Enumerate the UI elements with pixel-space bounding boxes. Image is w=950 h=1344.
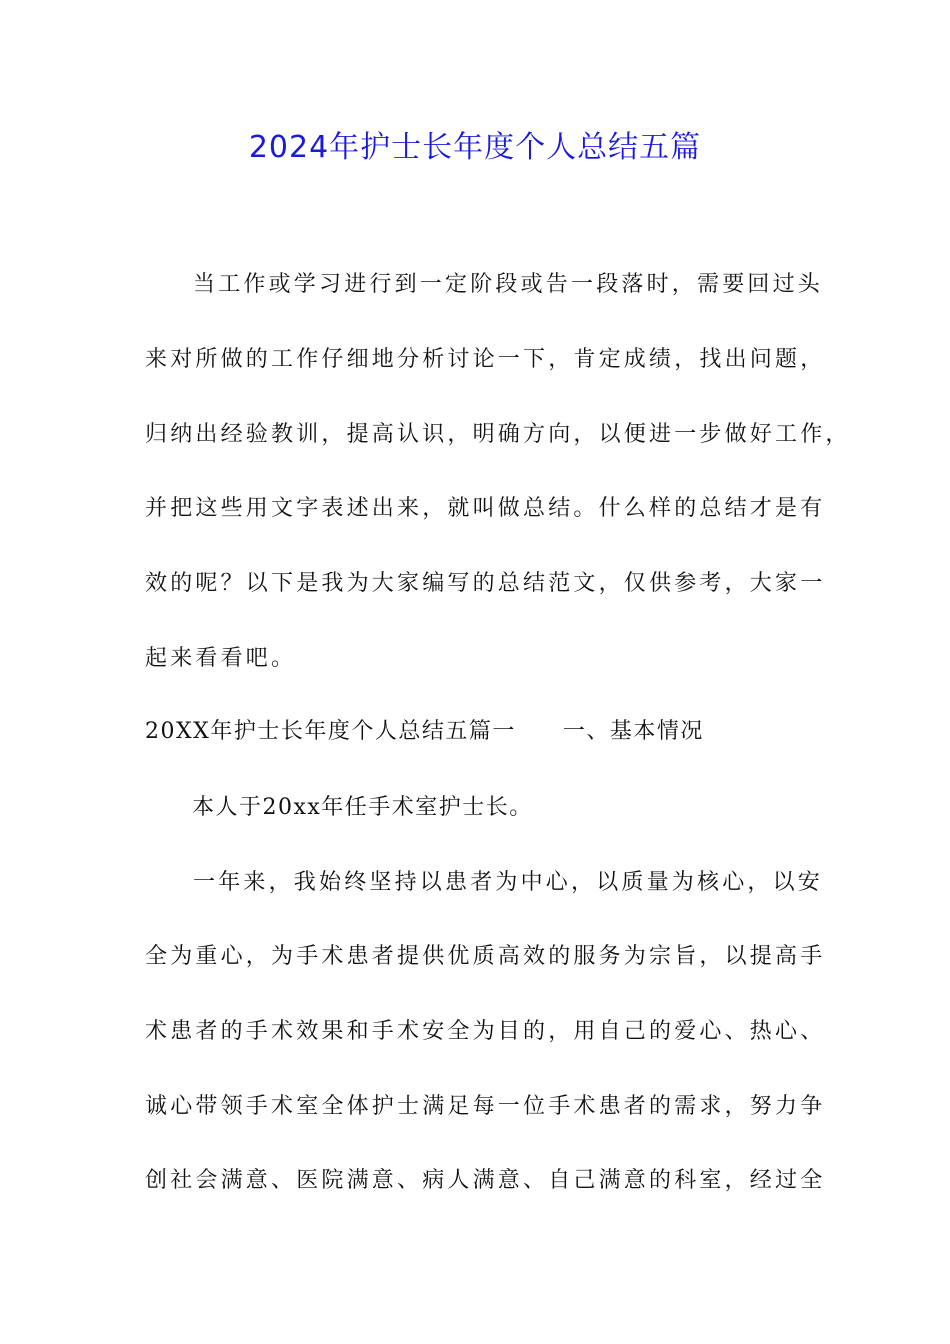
paragraph-3-line: 一年来，我始终坚持以患者为中心，以质量为核心，以安	[193, 870, 824, 895]
paragraph-3-line: 术患者的手术效果和手术安全为目的，用自己的爱心、热心、	[145, 1019, 826, 1044]
paragraph-3-line: 全为重心，为手术患者提供优质高效的服务为宗旨，以提高手	[145, 944, 826, 969]
paragraph-1-line: 效的呢？以下是我为大家编写的总结范文，仅供参考，大家一	[145, 571, 826, 596]
paragraph-3-line: 创社会满意、医院满意、病人满意、自己满意的科室，经过全	[145, 1168, 826, 1193]
paragraph-1-line: 当工作或学习进行到一定阶段或告一段落时，需要回过头	[193, 272, 824, 297]
paragraph-1-line: 归纳出经验教训，提高认识，明确方向，以便进一步做好工作，	[145, 422, 851, 447]
paragraph-3-line: 诚心带领手术室全体护士满足每一位手术患者的需求，努力争	[145, 1094, 826, 1119]
paragraph-1-line: 来对所做的工作仔细地分析讨论一下，肯定成绩，找出问题，	[145, 347, 826, 372]
section-heading: 20XX年护士长年度个人总结五篇一 一、基本情况	[145, 719, 704, 744]
paragraph-1-line: 并把这些用文字表述出来，就叫做总结。什么样的总结才是有	[145, 496, 826, 521]
document-title: 2024年护士长年度个人总结五篇	[248, 130, 702, 165]
paragraph-2: 本人于20xx年任手术室护士长。	[192, 795, 533, 820]
paragraph-1-line: 起来看看吧。	[145, 646, 297, 671]
